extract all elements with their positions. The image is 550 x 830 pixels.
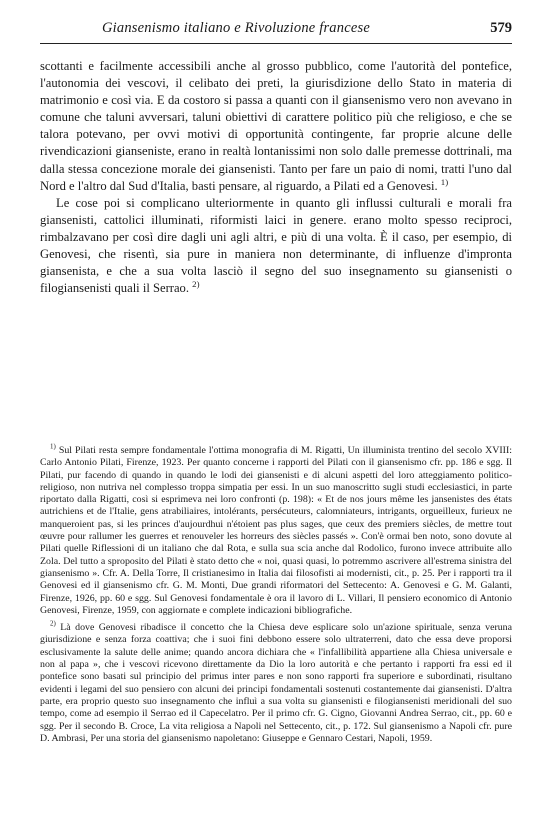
footnote-text: Là dove Genovesi ribadisce il concetto che la Chiesa deve esplicare solo un'azione spirituale, senza veruna giurisdizione e senza forza coattiva; che i suoi fini debbono essere solo ultraterreni, dato che essa deve proporsi esclusivamente la salute delle anime; quando ancora dichiara che « l'infallibilità appartiene alla Chiesa universale e non al papa », che i vescovi ricevono direttamente da Dio la loro autorità e che pertanto i rapporti fra essi ed il pontefice sono basati sul principio del primus inter pares e non sono rapporti fra superiore e subordinati, risultano evidenti i legami del suo pensiero con alcuni dei principi fondamentali sostenuti costantemente dai giansenisti. D'altra parte, era proprio questo suo insegnamento che influì a sua volta su giansenisti e filogiansenisti meridionali del suo tempo, come ad esempio il Serrao ed il Capecelatro. Per il primo cfr. G. Cigno, Giovanni Andrea Serrao, cit., pp. 60 e sgg. Per il secondo B. Croce, La vita religiosa a Napoli nel Settecento, cit., p. 172. Sul giansenismo a Napoli cfr. pure D. Ambrasi, Per una storia del giansenismo napoletano: Giuseppe e Gennaro Cestari, Napoli, 1959. [40,622,512,744]
footnote-marker: 1) [50,443,56,451]
body-paragraph [40,58,512,195]
body-paragraph [40,195,512,298]
main-text [40,58,512,297]
footnote [40,622,512,745]
footnotes [40,445,512,750]
footnote-marker: 2) [50,620,56,628]
page-number: 579 [490,20,512,36]
footnote [40,445,512,617]
running-title: Giansenismo italiano e Rivoluzione francese [102,20,370,36]
paragraph-text: scottanti e facilmente accessibili anche al grosso pubblico, come l'autorità del pontefice, l'autonomia dei vescovi, il celibato dei preti, la giurisdizione dello Stato in materia di matrimonio e così via. E da costoro si passa a quanti con il giansenismo vero non avevano in comune che taluni avversari, taluni obiettivi di carattere politico più che religioso, e che se talora potevano, per ovvi motivi di opportunità contingente, far proprie alcune delle rivendicazioni gianseniste, erano in realtà lontanissimi non solo dalle premesse dottrinali, ma dalla stessa concezione morale dei giansenisti. Tanto per fare un paio di nomi, tratti l'uno dal Nord e l'altro dal Sud d'Italia, basti pensare, al riguardo, a Pilati ed a Genovesi. [40,59,512,193]
footnote-ref: 1) [440,176,449,187]
header-rule [40,43,512,44]
running-head [40,20,512,40]
footnote-text: Sul Pilati resta sempre fondamentale l'ottima monografia di M. Rigatti, Un illuminista trentino del secolo XVIII: Carlo Antonio Pilati, Firenze, 1923. Per quanto concerne i rapporti del Pilati con il giansenismo cfr. pp. 186 e sgg. Il Pilati, pur facendo di quando in quando le lodi dei giansenisti e di alcuni aspetti del loro atteggiamento politico-religioso, non nutriva nel complesso troppa simpatia per essi. In un suo manoscritto sugli studi ecclesiastici, in parte riportato dalla Rigatti, così si esprimeva nei loro confronti (p. 198): « Et de nos jours même les jansenistes des états autrichiens et de l'Italie, gens atrabiliaires, intolérants, persécuteurs, calomniateurs, intrigants, orgueilleux, furieux ne manqueroient pas, si les princes d'aujourdhui n'étoient pas plus sages, que ceux des premiers siècles, de mettre tout œuvre pour rallumer les guerres et renouveler les horreurs des siècles passés ». Con'è ormai ben noto, sono dovute al Pilati quelle Riflessioni di un italiano che dal Rota, e sulla sua scia anche dal Rodolico, furono invece attribuite allo Zola. Del tutto a sproposito del Pilati è stato detto che « noi, quasi quasi, lo potremmo ascrivere all'estrema sinistra del giansenismo ». Cfr. A. Della Torre, Il cristianesimo in Italia dai filosofisti ai modernisti, cit., p. 25. Per i rapporti tra il Genovesi ed il giansenismo cfr. G. M. Monti, Due grandi riformatori del Settecento: A. Genovesi e G. M. Galanti, Firenze, 1926, pp. 60 e sgg. Sul Genovesi fondamentale è ora il lavoro di L. Villari, Il pensiero economico di Antonio Genovesi, Firenze, 1959, con aggiornate e complete indicazioni bibliografiche. [40,445,513,616]
footnote-ref: 2) [192,279,200,290]
paragraph-text: Le cose poi si complicano ulteriormente in quanto gli influssi culturali e morali fra giansenisti, cattolici illuminati, riformisti laici in genere. erano molto spesso reciproci, rimbalzavano per così dire dagli uni agli altri, e più di una volta. È il caso, per esempio, di Genovesi, che risentì, sia pure in maniera non determinante, di influenze d'impronta giansenista, e che a sua volta lasciò il segno del suo insegnamento su giansenisti o filogiansenisti quali il Serrao. [40,195,512,296]
